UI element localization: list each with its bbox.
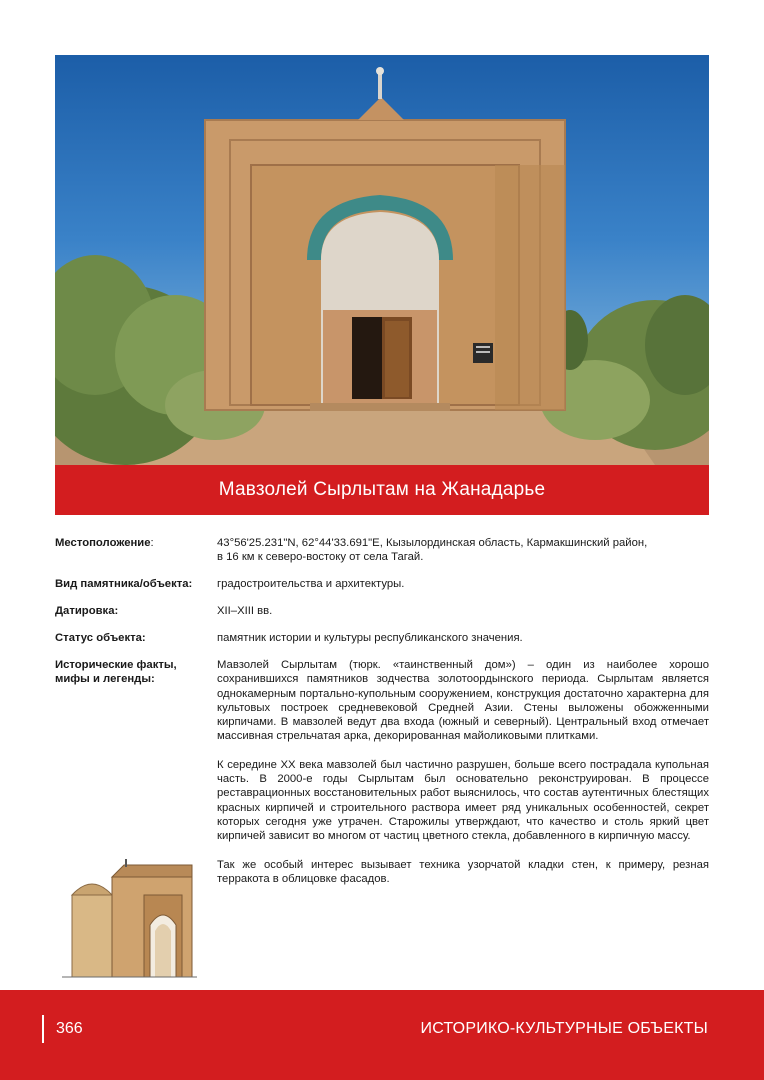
mausoleum-building (205, 67, 565, 411)
history-label-line1: Исторические факты, (55, 659, 177, 671)
section-title: ИСТОРИКО-КУЛЬТУРНЫЕ ОБЪЕКТЫ (420, 1020, 708, 1037)
location-value (217, 536, 709, 565)
dating-label: Датировка: (55, 605, 119, 617)
type-value: градостроительства и архитектуры. (217, 578, 405, 590)
location-distance: в 16 км к северо-востоку от села Тагай. (217, 551, 424, 564)
title-banner (55, 465, 709, 515)
location-label-text: Местоположение (55, 537, 151, 549)
history-paragraph: Мавзолей Сырлытам (тюрк. «таинственный дом») – один из наиболее хорошо сохранившихся памятников зодчества золотоордынского периода. Сырлытам является однокамерным портально-купольным сооружением, конструкция достаточно характерна для культовых построек средневековой Средней Азии. Стены выложены обожженными кирпичами. В мавзолей ведут два входа (южный и северный). Центральный вход отмечает массивная стрельчатая арка, декорированная майоликовыми плитками. (217, 659, 709, 743)
location-label (55, 536, 210, 550)
mausoleum-photo (55, 55, 709, 465)
type-label: Вид памятника/объекта: (55, 578, 193, 590)
page-title: Мавзолей Сырлытам на Жанадарье (218, 479, 546, 500)
location-label-colon: : (150, 537, 154, 549)
page-footer (0, 990, 764, 1080)
page-number: 366 (56, 1020, 83, 1037)
history-paragraph: Так же особый интерес вызывает техника узорчатой кладки стен, к примеру, резная терракота в облицовке фасадов. (217, 858, 709, 885)
history-paragraph: К середине XX века мавзолей был частично разрушен, больше всего пострадала купольная часть. В 2000-е годы Сырлытам был основательно реконструирован. В процессе реставрационных восстановительных работ выяснилось, что состав аутентичных блестящих красных кирпичей и строительного раствора имеет ряд уникальных особенностей, секрет которых сегодня уже утрачен. Старожилы утверждают, что качество и столь яркий цвет кирпичей зависит во многом от частиц цветного стекла, добавленного в кирпичную массу. (217, 758, 709, 843)
history-label (55, 658, 210, 687)
dating-value: XII–XIII вв. (217, 605, 273, 617)
status-value: памятник истории и культуры республиканского значения. (217, 632, 523, 644)
location-coordinates: 43°56'25.231"N, 62°44'33.691"E, Кызылординская область, Кармакшинский район, (217, 537, 648, 549)
mausoleum-sketch (62, 855, 197, 980)
history-text (217, 658, 709, 900)
footer-divider (42, 1015, 44, 1043)
status-label: Статус объекта: (55, 632, 146, 644)
history-label-line2: мифы и легенды: (55, 673, 155, 686)
